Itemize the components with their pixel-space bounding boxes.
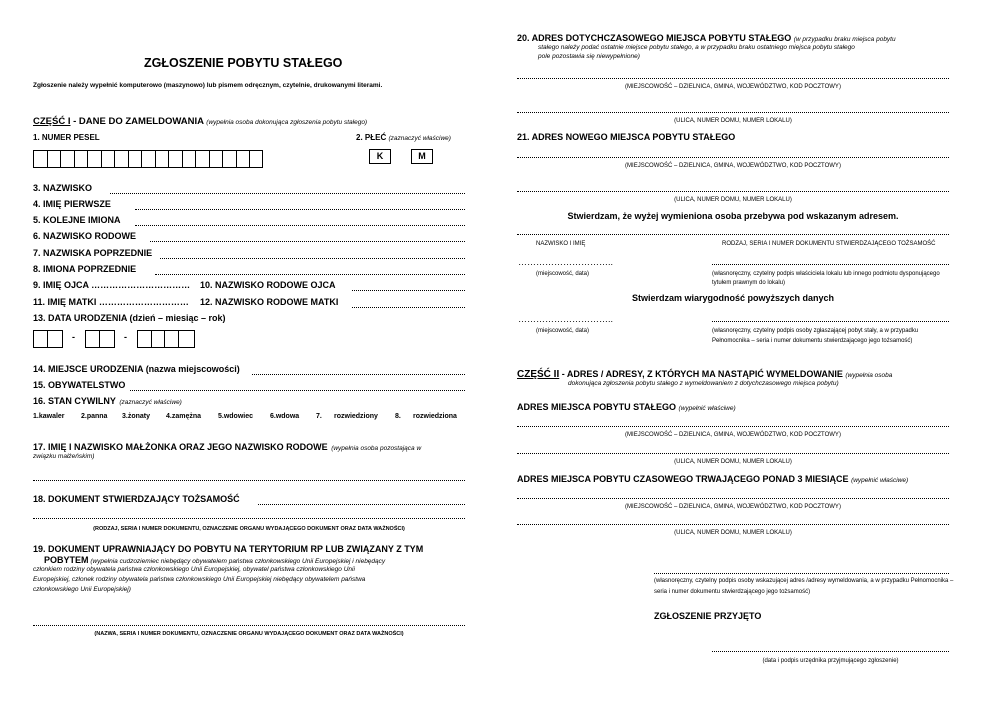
previous-address-note-2: stałego należy podać ostatnie miejsce pobytu stałego, a w przypadku braku ostatniego miejsca pobytu stałego — [538, 44, 855, 51]
caption-street: (ULICA, NUMER DOMU, NUMER LOKALU) — [674, 530, 792, 536]
field-mother-name[interactable]: 11. IMIĘ MATKI ………………………… — [33, 297, 189, 307]
marital-zamezna[interactable]: 4.zamężna — [166, 413, 202, 420]
caption-owner-signature: (własnoręczny, czytelny podpis właściciela lokalu lub innego podmiotu dysponującego — [712, 271, 940, 277]
date-separator: - — [72, 332, 75, 342]
residence-document-note: POBYTEM (wypełnia cudzoziemiec niebędący obywatelem państwa członkowskiego Unii Europejskiej i niebędący — [44, 555, 386, 565]
date-separator: - — [124, 332, 127, 342]
page-title: ZGŁOSZENIE POBYTU STAŁEGO — [144, 56, 343, 70]
birth-year-input[interactable] — [137, 330, 195, 348]
caption-reporter-signature: (własnoręczny, czytelny podpis osoby zgłaszającej pobyt stały, a w przypadku — [712, 328, 919, 334]
field-first-name[interactable]: 4. IMIĘ PIERWSZE — [33, 199, 111, 209]
reporter-place-date-input[interactable]: ………………………….. — [518, 314, 614, 324]
sex-k-checkbox[interactable]: K — [369, 149, 391, 164]
pesel-label: 1. NUMER PESEL — [33, 133, 100, 142]
caption-place-date: (miejscowość, data) — [536, 328, 590, 334]
caption-locality: (MIEJSCOWOŚĆ – DZIELNICA, GMINA, WOJEWÓDZTWO, KOD POCZTOWY) — [625, 84, 841, 90]
field-new-address: 21. ADRES NOWEGO MIEJSCA POBYTU STAŁEGO — [517, 132, 736, 142]
caption-reporter-signature-2: Pełnomocnika – seria i numer dokumentu stwierdzającego jego tożsamość) — [712, 338, 913, 344]
owner-place-date-input[interactable]: ………………………….. — [518, 257, 614, 267]
part1-heading: CZĘŚĆ I - DANE DO ZAMELDOWANIA (wypełnia osoba dokonująca zgłoszenia pobytu stałego) — [33, 116, 368, 127]
perm-street-input[interactable] — [517, 453, 949, 454]
field-previous-names[interactable]: 8. IMIONA POPRZEDNIE — [33, 264, 137, 274]
caption-street: (ULICA, NUMER DOMU, NUMER LOKALU) — [674, 118, 792, 124]
previous-street-input[interactable] — [517, 112, 949, 113]
new-street-input[interactable] — [517, 191, 949, 192]
birth-month-input[interactable] — [85, 330, 115, 348]
field-residence-document: 19. DOKUMENT UPRAWNIAJĄCY DO POBYTU NA TERYTORIUM RP LUB ZWIĄZANY Z TYM — [33, 544, 424, 554]
owner-signature-input[interactable] — [712, 264, 949, 265]
caption-official-signature: (data i podpis urzędnika przyjmującego zgłoszenie) — [762, 658, 899, 664]
field-citizenship[interactable]: 15. OBYWATELSTWO — [33, 380, 126, 390]
caption-place-date: (miejscowość, data) — [536, 271, 590, 277]
previous-locality-input[interactable] — [517, 78, 949, 79]
marital-wdowa[interactable]: 6.wdowa — [270, 413, 300, 420]
temp-street-input[interactable] — [517, 524, 949, 525]
sex-m-checkbox[interactable]: M — [411, 149, 433, 164]
pesel-input[interactable] — [33, 150, 263, 168]
owner-confirmation: Stwierdzam, że wyżej wymieniona osoba przebywa pod wskazanym adresem. — [567, 211, 899, 221]
data-confirmation: Stwierdzam wiarygodność powyższych danych — [631, 293, 835, 303]
caption-document: RODZAJ, SERIA I NUMER DOKUMENTU STWIERDZAJĄCEGO TOŻSAMOŚĆ — [722, 241, 936, 247]
caption-name: NAZWISKO I IMIĘ — [536, 241, 586, 247]
caption-locality: (MIEJSCOWOŚĆ – DZIELNICA, GMINA, WOJEWÓDZTWO, KOD POCZTOWY) — [625, 163, 841, 169]
sex-label: 2. PŁEĆ (zaznaczyć właściwe) — [356, 133, 451, 142]
official-signature-input[interactable] — [712, 651, 949, 652]
field-father-family-name[interactable]: 10. NAZWISKO RODOWE OJCA — [200, 280, 336, 290]
caption-owner-signature-2: tytułem prawnym do lokalu) — [712, 280, 786, 286]
marital-8-num: 8. — [395, 413, 401, 420]
new-locality-input[interactable] — [517, 157, 949, 158]
spouse-note: związku małżeńskim) — [33, 453, 95, 460]
marital-zonaty[interactable]: 3.żonaty — [122, 413, 151, 420]
field-birth-date-label: 13. DATA URODZENIA (dzień – miesiąc – rok) — [33, 313, 226, 323]
caption-locality: (MIEJSCOWOŚĆ – DZIELNICA, GMINA, WOJEWÓDZTWO, KOD POCZTOWY) — [625, 432, 841, 438]
caption-street: (ULICA, NUMER DOMU, NUMER LOKALU) — [674, 197, 792, 203]
field-previous-address: 20. ADRES DOTYCHCZASOWEGO MIEJSCA POBYTU STAŁEGO (w przypadku braku miejsca pobytu — [517, 33, 896, 43]
identity-document-input[interactable] — [33, 518, 465, 519]
perm-locality-input[interactable] — [517, 426, 949, 427]
perm-address-label: ADRES MIEJSCA POBYTU STAŁEGO (wypełnić właściwe) — [517, 402, 736, 412]
owner-name-doc-input[interactable] — [517, 234, 949, 235]
caption-deregistration-signature: (własnoręczny, czytelny podpis osoby wskazującej adres /adresy wymeldowania, a w przypadku Pełnomocnika – — [654, 578, 954, 584]
residence-note-2: członkiem rodziny obywatela państwa członkowskiego Unii Europejskiej, obywatel państwa członkowskiego Unii — [33, 566, 355, 573]
birth-day-input[interactable] — [33, 330, 63, 348]
caption-deregistration-signature-2: seria i numer dokumentu stwierdzającego jego tożsamość) — [654, 589, 811, 595]
marital-panna[interactable]: 2.panna — [81, 413, 108, 420]
reporter-signature-input[interactable] — [712, 321, 949, 322]
intro-text: Zgłoszenie należy wypełnić komputerowo (maszynowo) lub pismem odręcznym, czytelnie, drukowanymi literami. — [33, 82, 383, 89]
field-previous-surnames[interactable]: 7. NAZWISKA POPRZEDNIE — [33, 248, 153, 258]
field-father-name[interactable]: 9. IMIĘ OJCA …………………………… — [33, 280, 191, 290]
deregistration-signature-input[interactable] — [654, 573, 949, 574]
residence-note-4: członkowskiego Unii Europejskiej) — [33, 586, 131, 593]
marital-rozwiedziony[interactable]: rozwiedziony — [334, 413, 378, 420]
field-mother-family-name[interactable]: 12. NAZWISKO RODOWE MATKI — [200, 297, 339, 307]
caption-locality: (MIEJSCOWOŚĆ – DZIELNICA, GMINA, WOJEWÓDZTWO, KOD POCZTOWY) — [625, 504, 841, 510]
caption-street: (ULICA, NUMER DOMU, NUMER LOKALU) — [674, 459, 792, 465]
field-spouse: 17. IMIĘ I NAZWISKO MAŁŻONKA ORAZ JEGO NAZWISKO RODOWE (wypełnia osoba pozostająca w — [33, 442, 422, 452]
field-surname[interactable]: 3. NAZWISKO — [33, 183, 93, 193]
part2-note: dokonująca zgłoszenia pobytu stałego z wymeldowaniem z dotychczasowego miejsca pobytu) — [568, 380, 839, 387]
part2-heading: CZĘŚĆ II - ADRES / ADRESY, Z KTÓRYCH MA NASTĄPIĆ WYMELDOWANIE (wypełnia osoba — [517, 369, 893, 380]
marital-kawaler[interactable]: 1.kawaler — [33, 413, 65, 420]
spouse-input[interactable] — [33, 480, 465, 481]
field-identity-document[interactable]: 18. DOKUMENT STWIERDZAJĄCY TOŻSAMOŚĆ — [33, 494, 240, 504]
temp-locality-input[interactable] — [517, 498, 949, 499]
identity-document-caption: (RODZAJ, SERIA I NUMER DOKUMENTU, OZNACZENIE ORGANU WYDAJĄCEGO DOKUMENT ORAZ DATA WAŻNOŚCI) — [93, 526, 405, 532]
field-marital-status: 16. STAN CYWILNY (zaznaczyć właściwe) — [33, 396, 182, 406]
marital-rozwiedziona[interactable]: rozwiedziona — [413, 413, 457, 420]
temp-address-label: ADRES MIEJSCA POBYTU CZASOWEGO TRWAJĄCEGO PONAD 3 MIESIĄCE (wypełnić właściwe) — [517, 474, 909, 484]
marital-7-num: 7. — [316, 413, 322, 420]
marital-wdowiec[interactable]: 5.wdowiec — [218, 413, 254, 420]
field-family-name[interactable]: 6. NAZWISKO RODOWE — [33, 231, 136, 241]
previous-address-note-3: pole pozostawia się niewypełnione) — [538, 53, 640, 60]
field-birth-place[interactable]: 14. MIEJSCE URODZENIA (nazwa miejscowości) — [33, 364, 240, 374]
field-middle-names[interactable]: 5. KOLEJNE IMIONA — [33, 215, 121, 225]
residence-document-caption: (NAZWA, SERIA I NUMER DOKUMENTU, OZNACZENIE ORGANU WYDAJĄCEGO DOKUMENT ORAZ DATA WAŻNOŚCI) — [94, 631, 404, 637]
residence-document-input[interactable] — [33, 625, 465, 626]
residence-note-3: Europejskiej, członek rodziny obywatela państwa członkowskiego Unii Europejskiej niebędący obywatelem państwa — [33, 576, 366, 583]
accepted-label: ZGŁOSZENIE PRZYJĘTO — [654, 611, 762, 621]
